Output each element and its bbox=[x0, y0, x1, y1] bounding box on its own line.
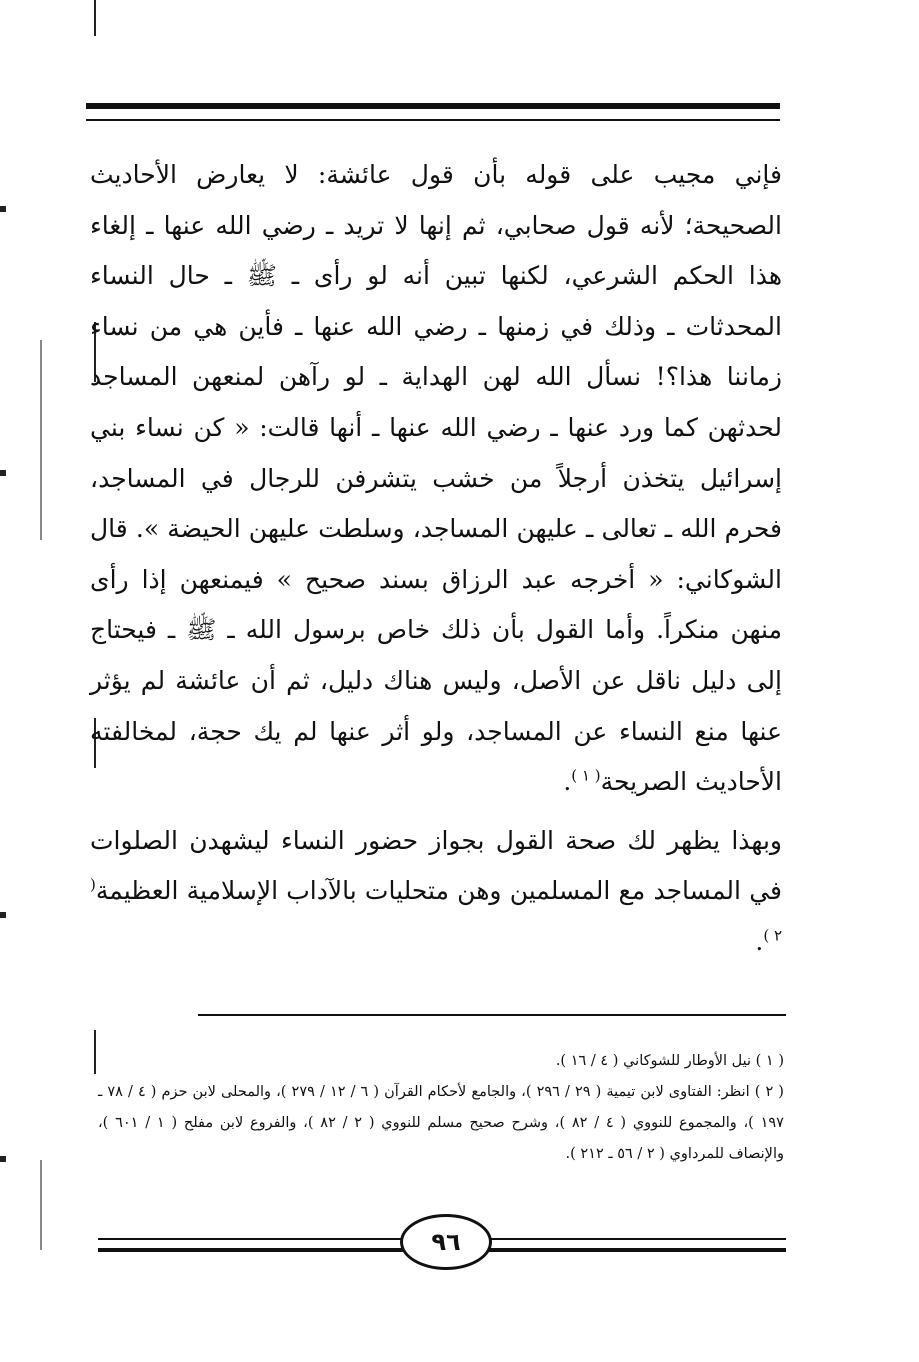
footnote-reference: ( ٢ ) bbox=[90, 875, 782, 945]
header-rule bbox=[86, 103, 780, 121]
scan-edge-line bbox=[94, 0, 96, 36]
footnote: ( ٢ ) انظر: الفتاوى لابن تيمية ( ٢٩ / ٢٩٦ )، والجامع لأحكام القرآن ( ٦ / ١٢ / ٢٧٩ )، والمحلى لابن حزم ( ٤ / ٧٨ ـ ١٩٧ )، والمجموع للنووي ( ٤ / ٨٢ )، وشرح صحيح مسلم للنووي ( ٢ / ٨٢ )، والفروع لابن مفلح ( ١ / ٦٠١ )، والإنصاف للمرداوي ( ٢ / ٥٦ ـ ٢١٢ ). bbox=[98, 1084, 784, 1162]
paragraph-end: . bbox=[563, 767, 572, 797]
footnote-separator bbox=[198, 1014, 786, 1016]
paragraph-text: فإني مجيب على قوله بأن قول عائشة: لا يعارض الأحاديث الصحيحة؛ لأنه قول صحابي، ثم إنها لا تريد ـ رضي الله عنها ـ إلغاء هذا الحكم الشرعي، لكنها تبين أنه لو رأى ـ ﷺ ـ حال النساء المحدثات ـ وذلك في زمنها ـ رضي الله عنها ـ فأين هي من نساء زماننا هذا؟! نسأل الله لهن الهداية ـ لو رآهن لمنعهن المساجد لحدثهن كما ورد عنها ـ رضي الله عنها ـ أنها قالت: « كن نساء بني إسرائيل يتخذن أرجلاً من خشب يتشرفن للرجال في المساجد، فحرم الله ـ تعالى ـ عليهن المساجد، وسلطت عليهن الحيضة ». قال الشوكاني: « أخرجه عبد الرزاق بسند صحيح » فيمنعهن إذا رأى منهن منكراً. وأما القول بأن ذلك خاص برسول الله ـ ﷺ ـ فيحتاج إلى دليل ناقل عن الأصل، وليس هناك دليل، ثم أن عائشة لم يؤثر عنها منع النساء عن المساجد، ولو أثر عنها لم يك حجة، لمخالفته الأحاديث الصريحة bbox=[90, 160, 782, 797]
scan-edge-mark bbox=[0, 470, 6, 476]
paragraph bbox=[90, 150, 782, 808]
scan-edge-mark bbox=[0, 206, 6, 212]
paragraph bbox=[90, 816, 782, 968]
scan-edge-mark bbox=[0, 1156, 6, 1162]
scan-edge-line bbox=[94, 1030, 96, 1074]
footnotes bbox=[98, 1046, 784, 1170]
paragraph-end: . bbox=[755, 926, 764, 956]
scan-edge-mark bbox=[0, 912, 6, 918]
scan-edge-line bbox=[40, 1160, 42, 1250]
footnote-reference: ( ١ ) bbox=[571, 766, 601, 785]
scan-edge-line bbox=[40, 340, 42, 540]
page-number: ٩٦ bbox=[400, 1214, 492, 1270]
main-text bbox=[90, 150, 782, 968]
paragraph-text: وبهذا يظهر لك صحة القول بجواز حضور النساء ليشهدن الصلوات في المساجد مع المسلمين وهن متحليات بالآداب الإسلامية العظيمة bbox=[90, 825, 782, 906]
footnote: ( ١ ) نيل الأوطار للشوكاني ( ٤ / ١٦ ). bbox=[555, 1053, 784, 1069]
